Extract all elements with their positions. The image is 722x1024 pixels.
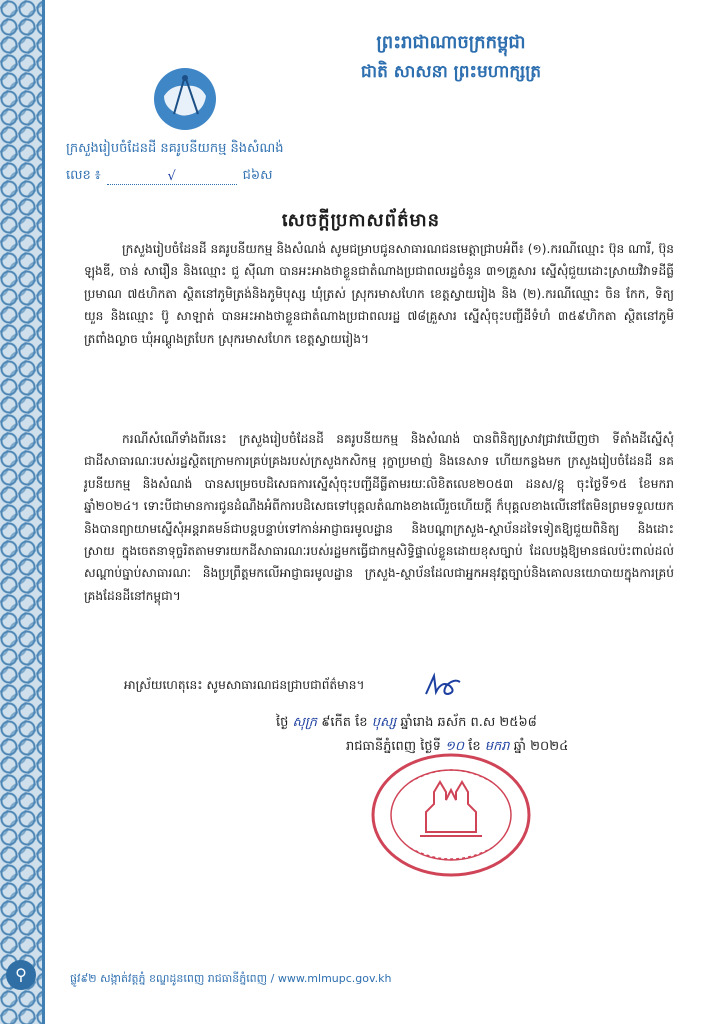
body-paragraph-1: ក្រសួងរៀបចំដែនដី នគរូបនីយកម្ម និងសំណង់ សូមជម្រាបជូនសាធារណជនមេត្តាជ្រាបអំពី៖ (១).ករណីឈ្មោះ ប៊ុន ណារី, ប៊ុន ឡុងឌី, ចាន់ សារឿន និងឈ្មោះ ជួ ស៊ីណា បានអះអាងថាខ្លួនជាតំណាងប្រជាពលរដ្ឋចំនួន ៣១គ្រួសារ ស្នើសុំជួយដោះស្រាយវិវាទដីធ្លីប្រមាណ ៧៥ហិកតា ស្ថិតនៅភូមិត្រង់និងភូមិបុស្ស ឃុំត្រស់ ស្រុករមាសហែក ខេត្តស្វាយរៀង និង (២).ករណីឈ្មោះ ចិន កែក, ទិត្យ យួន និងឈ្មោះ ប៊ូ សាឡាត់ បានអះអាងថាខ្លួនជាតំណាងប្រជាពលរដ្ឋ ៧៨គ្រួសារ ស្នើសុំចុះបញ្ជីដីទំហំ ៣៥៩ហិកតា ស្ថិតនៅភូមិត្រពាំងល្ងាច ឃុំអណ្តូងត្របែក ស្រុករមាសហែក ខេត្តស្វាយរៀង។ — [84, 242, 674, 346]
reference-label: លេខ ៖ — [66, 168, 101, 183]
reference-handwritten-mark: √ — [107, 169, 237, 185]
lunar-date-prefix: ថ្ងៃ — [276, 715, 289, 730]
decorative-side-border — [0, 0, 42, 1024]
initial-signature-icon — [420, 672, 464, 700]
solar-day-handwritten: ១០ — [445, 739, 465, 754]
lunar-date-mid: ៩កើត — [321, 715, 352, 730]
kingdom-motto-line2: ជាតិ សាសនា ព្រះមហាក្សត្រ — [360, 62, 542, 82]
reference-suffix: ជ៦ស — [242, 168, 273, 183]
ministry-name: ក្រសួងរៀបចំដែនដី នគរូបនីយកម្ម និងសំណង់ — [66, 141, 284, 156]
kingdom-motto-line1: ព្រះរាជាណាចក្រកម្ពុជា — [376, 32, 526, 53]
solar-date-prefix: រាជធានីភ្នំពេញ ថ្ងៃទី — [346, 739, 441, 754]
solar-year: ឆ្នាំ ២០២៤ — [513, 739, 569, 754]
document-title: សេចក្តីប្រកាសព័ត៌មាន — [281, 210, 441, 231]
kingdom-heading — [0, 30, 722, 86]
location-pin-icon: ⚲ — [6, 960, 36, 990]
closing-sentence: អាស្រ័យហេតុនេះ សូមសាធារណជនជ្រាបជាព័ត៌មាន។ — [124, 678, 365, 692]
reference-number-row — [66, 167, 284, 186]
lunar-year: ឆ្នាំរោង ឆស័ក ព.ស ២៥៦៨ — [400, 715, 537, 730]
ministry-block — [66, 140, 284, 186]
solar-month-handwritten: មករា — [484, 739, 510, 754]
side-border-line — [42, 0, 45, 1024]
ministry-logo-icon — [152, 66, 218, 132]
lunar-month-handwritten: បុស្ស — [371, 715, 397, 730]
body-paragraph-2: ករណីសំណើទាំងពីរនេះ ក្រសួងរៀបចំដែនដី នគរូបនីយកម្ម និងសំណង់ បានពិនិត្យស្រាវជ្រាវឃើញថា ទីតាំងដីស្នើសុំជាដីសាធារណៈរបស់រដ្ឋស្ថិតក្រោមការគ្រប់គ្រងរបស់ក្រសួងកសិកម្ម រុក្ខាប្រមាញ់ និងនេសាទ ហើយកន្លងមក ក្រសួងរៀបចំដែនដី នគរូបនីយកម្ម និងសំណង់ បានសម្រេចបដិសេធការស្នើសុំចុះបញ្ជីដីធ្លីតាមរយៈលិខិតលេខ២០៥៣ ដនស/ខ្ពុ ចុះថ្ងៃទី១៥ ខែមករា ឆ្នាំ២០២៤។ ទោះបីជាមានការជូនដំណឹងអំពីការបដិសេធទៅបុគ្គលតំណាងខាងលើរួចហើយក្តី ក៏បុគ្គលខាងលើនៅតែមិនព្រមទទួលយក និងបានព្យាយាមស្នើសុំអន្តរាគមន៍ជាបន្តបន្ទាប់ទៅកាន់អាជ្ញាធរមូលដ្ឋាន និងបណ្តាក្រសួង-ស្ថាប័នដទៃទៀតឱ្យជួយពិនិត្យ និងដោះស្រាយ ក្នុងចេតនាទុច្ចរិតតាមទារយកដីសាធារណៈរបស់រដ្ឋមកធ្វើជាកម្មសិទ្ធិផ្ទាល់ខ្លួនដោយខុសច្បាប់ ដែលបង្កឱ្យមានផលប៉ះពាល់ដល់សណ្តាប់ធ្នាប់សាធារណៈ និងប្រព្រឹត្តមកលើអាជ្ញាធរមូលដ្ឋាន ក្រសួង-ស្ថាប័នដែលជាអ្នកអនុវត្តច្បាប់និងគោលនយោបាយក្នុងការគ្រប់គ្រងដែនដីនៅកម្ពុជា។ — [84, 432, 674, 603]
footer-address: ផ្លូវ៩២ សង្កាត់វត្តភ្នំ ខណ្ឌដូនពេញ រាជធានីភ្នំពេញ / www.mlmupc.gov.kh — [70, 972, 392, 985]
lunar-month-label: ខែ — [355, 715, 368, 730]
official-seal-icon — [370, 752, 532, 878]
lunar-date-line — [276, 714, 537, 733]
lunar-day-handwritten: សុក្រ — [292, 715, 318, 730]
solar-month-label: ខែ — [468, 739, 481, 754]
